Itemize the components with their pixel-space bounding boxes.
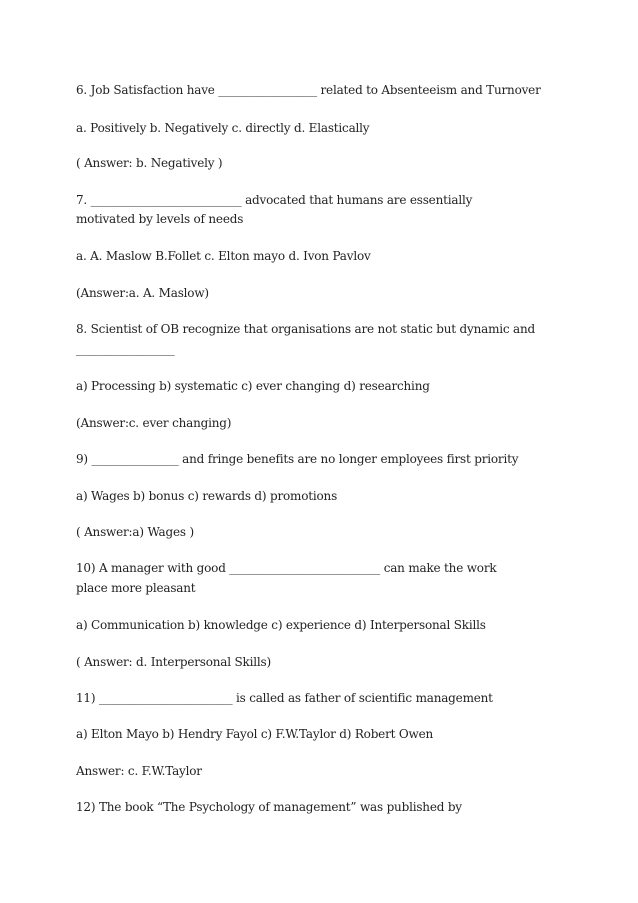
question-7-text-line-1: 7. __________________________ advocated that humans are essentially <box>76 193 473 207</box>
question-11-text: 11) _______________________ is called as father of scientific management <box>76 691 493 705</box>
question-7-text-line-2: motivated by levels of needs <box>76 212 244 226</box>
question-10-options: a) Communication b) knowledge c) experience d) Interpersonal Skills <box>76 618 486 632</box>
question-7-options: a. A. Maslow B.Follet c. Elton mayo d. Ivon Pavlov <box>76 249 371 263</box>
question-12-text: 12) The book “The Psychology of management” was published by <box>76 800 462 814</box>
question-8-text-line-1: 8. Scientist of OB recognize that organisations are not static but dynamic and <box>76 322 535 336</box>
question-11-answer: Answer: c. F.W.Taylor <box>76 764 202 778</box>
question-11-options: a) Elton Mayo b) Hendry Fayol c) F.W.Taylor d) Robert Owen <box>76 727 433 741</box>
question-9-text: 9) _______________ and fringe benefits are no longer employees first priority <box>76 452 519 466</box>
question-8-text-line-2: _________________ <box>76 342 175 356</box>
question-6-text: 6. Job Satisfaction have _________________ related to Absenteeism and Turnover <box>76 83 541 97</box>
question-8-answer: (Answer:c. ever changing) <box>76 416 232 430</box>
question-6-answer: ( Answer: b. Negatively ) <box>76 156 223 170</box>
question-9-options: a) Wages b) bonus c) rewards d) promotions <box>76 489 338 503</box>
question-8-options: a) Processing b) systematic c) ever changing d) researching <box>76 379 430 393</box>
question-6-options: a. Positively b. Negatively c. directly d. Elastically <box>76 121 370 135</box>
question-9-answer: ( Answer:a) Wages ) <box>76 525 194 539</box>
question-7-answer: (Answer:a. A. Maslow) <box>76 286 209 300</box>
question-10-text-line-1: 10) A manager with good __________________________ can make the work <box>76 561 497 575</box>
question-10-text-line-2: place more pleasant <box>76 581 196 595</box>
question-10-answer: ( Answer: d. Interpersonal Skills) <box>76 655 271 669</box>
